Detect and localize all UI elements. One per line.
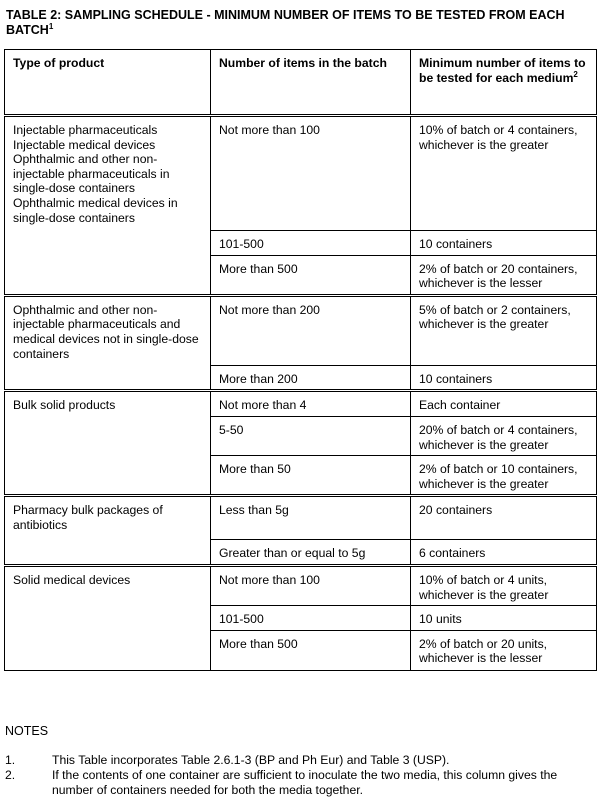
- batch-items-cell: More than 500: [211, 630, 411, 670]
- minimum-items-cell: 10 units: [411, 606, 597, 631]
- title-footnote-ref: 1: [48, 21, 54, 31]
- sampling-schedule-table: [4, 49, 597, 671]
- minimum-items-cell: 10% of batch or 4 units, whichever is the greater: [411, 565, 597, 605]
- batch-items-cell: More than 500: [211, 255, 411, 295]
- product-type-cell: [5, 116, 211, 296]
- minimum-items-cell: 5% of batch or 2 containers, whichever is the greater: [411, 295, 597, 365]
- header-minimum: [411, 50, 597, 116]
- batch-items-cell: Not more than 4: [211, 391, 411, 417]
- header-items-label: Number of items in the batch: [219, 56, 387, 70]
- minimum-items-cell: 20% of batch or 4 containers, whichever is the greater: [411, 416, 597, 455]
- product-type-cell: [5, 295, 211, 391]
- minimum-items-cell: 6 containers: [411, 540, 597, 566]
- product-type-line: Pharmacy bulk packages of antibiotics: [13, 503, 163, 532]
- product-type-line: Ophthalmic medical devices in single-dose containers: [13, 195, 178, 225]
- batch-items-cell: 101-500: [211, 606, 411, 631]
- product-type-line: Ophthalmic and other non-injectable pharmaceuticals in single-dose containers: [13, 152, 170, 196]
- notes-heading: NOTES: [5, 724, 49, 738]
- header-minimum-ref: 2: [573, 69, 578, 79]
- batch-items-cell: Less than 5g: [211, 496, 411, 540]
- batch-items-cell: More than 50: [211, 456, 411, 496]
- table-title-text: TABLE 2: SAMPLING SCHEDULE - MINIMUM NUMBER OF ITEMS TO BE TESTED FROM EACH BATCH: [6, 8, 565, 37]
- table-row: [5, 391, 597, 417]
- note-number: 1.: [5, 753, 16, 767]
- header-type: [5, 50, 211, 116]
- product-type-cell: [5, 391, 211, 496]
- table-body: [5, 116, 597, 671]
- header-minimum-label: Minimum number of items to be tested for each medium: [419, 56, 586, 85]
- table-row: [5, 565, 597, 605]
- product-type-cell: [5, 496, 211, 566]
- note-text: This Table incorporates Table 2.6.1-3 (BP and Ph Eur) and Table 3 (USP).: [52, 753, 450, 767]
- minimum-items-cell: 20 containers: [411, 496, 597, 540]
- minimum-items-cell: 2% of batch or 10 containers, whichever is the greater: [411, 456, 597, 496]
- batch-items-cell: 5-50: [211, 416, 411, 455]
- note-text: If the contents of one container are sufficient to inoculate the two media, this column gives the number of containers needed for both the media together.: [52, 768, 558, 797]
- minimum-items-cell: 10% of batch or 4 containers, whichever is the greater: [411, 116, 597, 231]
- product-type-line: Injectable medical devices: [13, 137, 156, 152]
- minimum-items-cell: 10 containers: [411, 365, 597, 391]
- product-type-line: Solid medical devices: [13, 572, 131, 587]
- product-type-line: Bulk solid products: [13, 398, 116, 413]
- header-type-label: Type of product: [13, 56, 105, 70]
- batch-items-cell: More than 200: [211, 365, 411, 391]
- table-row: [5, 496, 597, 540]
- header-row: [5, 50, 597, 116]
- batch-items-cell: Not more than 100: [211, 565, 411, 605]
- batch-items-cell: Not more than 200: [211, 295, 411, 365]
- product-type-line: Ophthalmic and other non-injectable pharmaceuticals and medical devices not in single-dose containers: [13, 302, 199, 361]
- batch-items-cell: 101-500: [211, 231, 411, 256]
- minimum-items-cell: 2% of batch or 20 units, whichever is the lesser: [411, 630, 597, 670]
- note-number: 2.: [5, 768, 16, 782]
- minimum-items-cell: 2% of batch or 20 containers, whichever is the lesser: [411, 255, 597, 295]
- table-row: [5, 116, 597, 231]
- header-items: [211, 50, 411, 116]
- table-row: [5, 295, 597, 365]
- minimum-items-cell: Each container: [411, 391, 597, 417]
- table-title: [6, 8, 596, 38]
- product-type-line: Injectable pharmaceuticals: [13, 123, 158, 137]
- batch-items-cell: Not more than 100: [211, 116, 411, 231]
- product-type-cell: [5, 565, 211, 670]
- batch-items-cell: Greater than or equal to 5g: [211, 540, 411, 566]
- minimum-items-cell: 10 containers: [411, 231, 597, 256]
